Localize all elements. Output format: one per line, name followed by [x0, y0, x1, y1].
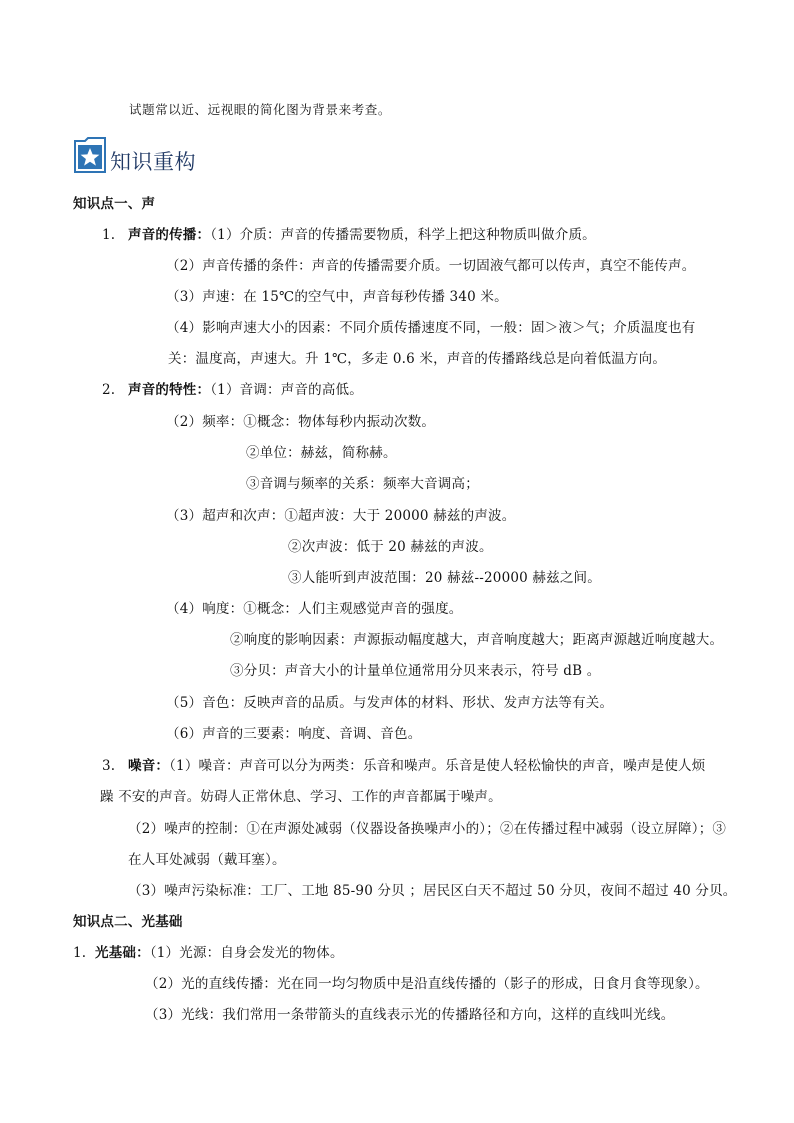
item-number: 3.: [102, 758, 116, 774]
k1-item1-line2: （2）声音传播的条件：声音的传播需要介质。一切固液气都可以传声，真空不能传声。: [166, 258, 696, 274]
item-text: （1）介质：声音的传播需要物质，科学上把这种物质叫做介质。: [210, 227, 596, 243]
k2-item1-line3: （3）光线：我们常用一条带箭头的直线表示光的传播路径和方向，这样的直线叫光线。: [145, 1007, 675, 1023]
k1-item1-line5: 关：温度高，声速大。升 1℃，多走 0.6 米，声音的传播路线总是向着低温方向。: [168, 351, 667, 367]
section-title: 知识重构: [110, 150, 196, 174]
k1-item1-line1: [102, 226, 596, 244]
k1-item3-line4: 在人耳处减弱（戴耳塞）。: [128, 852, 286, 868]
k1-item2-line11: （5）音色：反映声音的品质。与发声体的材料、形状、发声方法等有关。: [166, 695, 614, 711]
k1-item3-line1: [102, 757, 705, 775]
k1-item2-line12: （6）声音的三要素：响度、音调、音色。: [166, 726, 422, 742]
k1-item2-line1: [102, 381, 363, 399]
k1-item1-line3: （3）声速：在 15℃的空气中，声音每秒传播 340 米。: [166, 289, 508, 305]
k2-item1-line1: [73, 944, 344, 962]
k1-item3-line2: 躁 不安的声音。妨碍人正常休息、学习、工作的声音都属于噪声。: [100, 789, 502, 805]
item-number: 2.: [102, 382, 116, 398]
k2-item1-line2: （2）光的直线传播：光在同一均匀物质中是沿直线传播的（影子的形成，日食月食等现象）。: [145, 976, 709, 992]
item-number: 1.: [102, 227, 116, 243]
k1-item2-line7: ③人能听到声波范围：20 赫兹--20000 赫兹之间。: [288, 570, 601, 586]
section-heading: [73, 134, 196, 174]
k1-item1-line4: （4）影响声速大小的因素：不同介质传播速度不同，一般：固＞液＞气；介质温度也有: [166, 320, 696, 336]
k1-item2-line3: ②单位：赫兹，简称赫。: [246, 445, 397, 461]
knowledge-point-2-title: 知识点二、光基础: [73, 914, 183, 930]
item-label: 声音的特性：: [128, 382, 211, 398]
k1-item2-line10: ③分贝：声音大小的计量单位通常用分贝来表示，符号 dB 。: [230, 663, 601, 679]
item-text: （1）光源：自身会发光的物体。: [149, 945, 344, 961]
item-label: 光基础：: [95, 945, 150, 961]
item-number: 1.: [73, 945, 87, 961]
k1-item2-line6: ②次声波：低于 20 赫兹的声波。: [288, 539, 493, 555]
k1-item2-line5: （3）超声和次声：①超声波：大于 20000 赫兹的声波。: [166, 508, 516, 524]
k1-item2-line8: （4）响度：①概念：人们主观感觉声音的强度。: [166, 601, 463, 617]
star-folder-icon: [73, 136, 107, 174]
item-text: （1）噪音：声音可以分为两类：乐音和噪声。乐音是使人轻松愉快的声音，噪声是使人烦: [169, 758, 706, 774]
k1-item2-line9: ②响度的影响因素：声源振动幅度越大，声音响度越大；距离声源越近响度越大。: [230, 632, 724, 648]
item-label: 噪音：: [128, 758, 170, 774]
intro-text: 试题常以近、远视眼的简化图为背景来考查。: [129, 102, 392, 117]
k1-item2-line4: ③音调与频率的关系：频率大音调高；: [246, 476, 479, 492]
item-text: （1）音调：声音的高低。: [210, 382, 363, 398]
knowledge-point-1-title: 知识点一、声: [73, 196, 156, 212]
item-label: 声音的传播：: [128, 227, 211, 243]
k1-item3-line5: （3）噪声污染标准：工厂、工地 85-90 分贝 ；居民区白天不超过 50 分贝，夜间不超过 40 分贝。: [128, 883, 737, 899]
k1-item3-line3: （2）噪声的控制：①在声源处减弱（仪器设备换噪声小的）；②在传播过程中减弱（设立屏障）；③: [128, 821, 727, 837]
k1-item2-line2: （2）频率：①概念：物体每秒内振动次数。: [166, 414, 436, 430]
